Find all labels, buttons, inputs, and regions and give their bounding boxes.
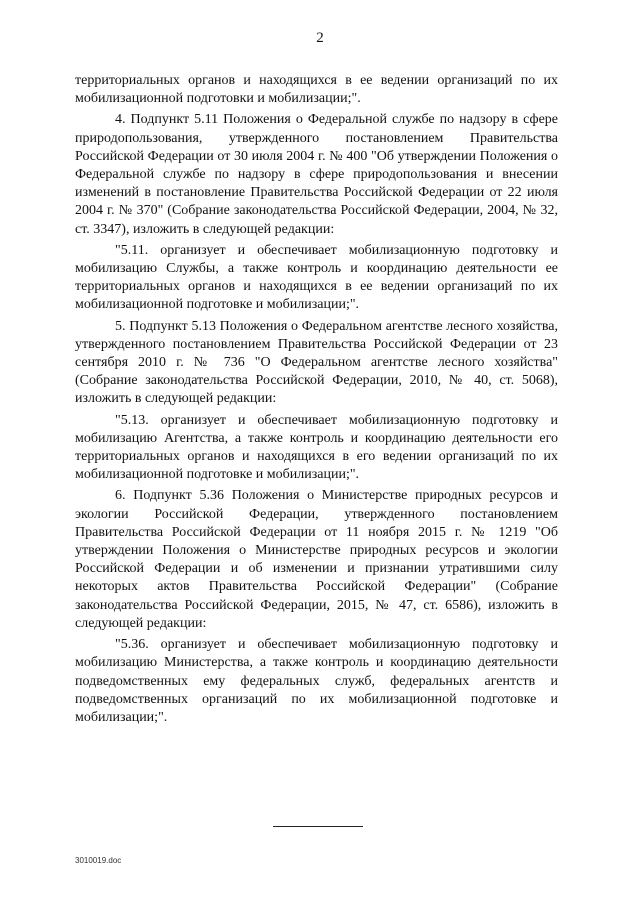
paragraph-quote-5-11: "5.11. организует и обеспечивает мобилизационную подготовку и мобилизацию Службы, а также контроль и координацию деятельности ее территориальных органов и находящихся в ее ведении организаций по их мобилизационной подготовке и мобилизации;". (75, 242, 558, 313)
paragraph-continuation: территориальных органов и находящихся в ее ведении организаций по их мобилизационной подготовки и мобилизации;". (75, 73, 558, 107)
paragraph-quote-5-36: "5.36. организует и обеспечивает мобилизационную подготовку и мобилизацию Министерства, а также контроль и координацию деятельности подведомственных ему федеральных служб, федеральных агентств и подведомственных организаций по их мобилизационной подготовке и мобилизации;". (75, 637, 558, 725)
paragraph-item-4: 4. Подпункт 5.11 Положения о Федеральной службе по надзору в сфере природопользования, утвержденного постановлением Правительства Российской Федерации от 30 июля 2004 г. № 400 "Об утверждении Положения о Федеральной службе по надзору в сфере природопользования и внесении изменений в постановление Правительства Российской Федерации от 22 июля 2004 г. № 370" (Собрание законодательства Российской Федерации, 2004, № 32, ст. 3347), изложить в следующей редакции: (75, 112, 558, 237)
paragraph-item-6: 6. Подпункт 5.36 Положения о Министерстве природных ресурсов и экологии Российской Федерации, утвержденного постановлением Правительства Российской Федерации от 11 ноября 2015 г. № 1219 "Об утверждении Положения о Министерстве природных ресурсов и экологии Российской Федерации и об изменении и признании утратившими силу некоторых актов Правительства Российской Федерации" (Собрание законодательства Российской Федерации, 2015, № 47, ст. 6586), изложить в следующей редакции: (75, 488, 558, 631)
paragraph-quote-5-13: "5.13. организует и обеспечивает мобилизационную подготовку и мобилизацию Агентства, а также контроль и координацию деятельности его территориальных органов и находящихся в его ведении организаций по их мобилизационной подготовке и мобилизации;". (75, 412, 558, 483)
document-file-code: 3010019.doc (75, 856, 122, 865)
document-body (75, 72, 558, 730)
page-number: 2 (316, 30, 324, 46)
end-separator-line (273, 826, 363, 827)
paragraph-item-5: 5. Подпункт 5.13 Положения о Федеральном агентстве лесного хозяйства, утвержденного постановлением Правительства Российской Федерации от 23 сентября 2010 г. № 736 "О Федеральном агентстве лесного хозяйства" (Собрание законодательства Российской Федерации, 2010, № 40, ст. 5068), изложить в следующей редакции: (75, 318, 558, 407)
